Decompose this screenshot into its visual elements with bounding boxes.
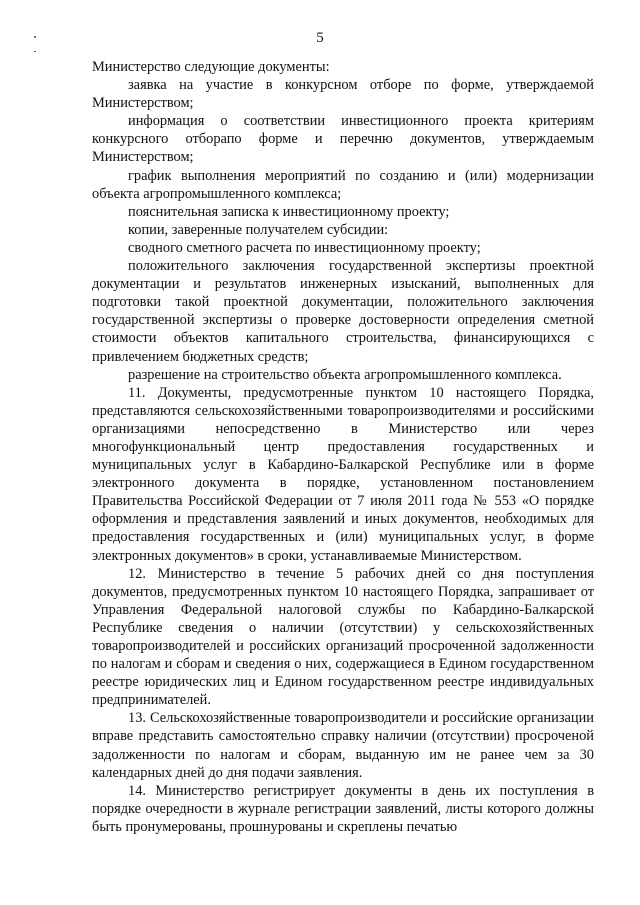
paragraph-clause-14: 14. Министерство регистрирует документы в день их поступления в порядке очередности в журнале регистрации заявлений, листы которого должны быть пронумерованы, прошнурованы и скреплены печатью: [92, 782, 594, 835]
paragraph-list-item: положительного заключения государственной экспертизы проектной документации и результатов инженерных изысканий, выполненных для подготовки такой проектной документации, положительного заключения государственной экспертизы о проверке достоверности определения сметной стоимости объектов капитального строительства, финансирующихся с привлечением бюджетных средств;: [92, 258, 594, 365]
document-body: [92, 58, 594, 836]
paragraph-list-item: заявка на участие в конкурсном отборе по форме, утверждаемой Министерством;: [92, 77, 594, 112]
paragraph-clause-11: 11. Документы, предусмотренные пунктом 10 настоящего Порядка, представляются сельскохозяйственными товаропроизводителями и российскими организациями непосредственно в Министерство или через многофункциональный центр предоставления государственных и муниципальных услуг в Кабардино-Балкарской Республике или в форме электронного документа в порядке, установленном постановлением Правительства Российской Федерации от 7 июля 2011 года № 553 «О порядке оформления и представления заявлений и иных документов, необходимых для предоставления государственных и (или) муниципальных услуг, в форме электронных документов» в сроки, устанавливаемые Министерством.: [92, 384, 594, 564]
paragraph-list-item: пояснительная записка к инвестиционному проекту;: [128, 203, 450, 220]
paragraph-list-item: копии, заверенные получателем субсидии:: [128, 221, 389, 238]
paragraph-clause-13: 13. Сельскохозяйственные товаропроизводители и российские организации вправе представить самостоятельно справку наличии (отсутствии) просроченой задолженности по налогам и сборам, выданную им не ранее чем за 30 календарных дней до дня подачи заявления.: [92, 710, 594, 781]
scan-mark: [34, 51, 36, 52]
page-number: 5: [316, 30, 324, 46]
paragraph-intro: Министерство следующие документы:: [92, 59, 330, 75]
paragraph-list-item: сводного сметного расчета по инвестиционному проекту;: [128, 239, 481, 256]
paragraph-clause-12: 12. Министерство в течение 5 рабочих дней со дня поступления документов, предусмотренных пунктом 10 настоящего Порядка, запрашивает от Управления Федеральной налоговой службы по Кабардино-Балкарской Республике сведения о наличии (отсутствии) у сельскохозяйственных товаропроизводителей и российских организаций просроченной задолженности по налогам и сборам и сведения о них, содержащиеся в Едином государственном реестре юридических лиц и Едином государственном реестре индивидуальных предпринимателей.: [92, 565, 594, 709]
paragraph-list-item: разрешение на строительство объекта агропромышленного комплекса.: [128, 366, 562, 383]
paragraph-list-item: график выполнения мероприятий по созданию и (или) модернизации объекта агропромышленного комплекса;: [92, 167, 594, 202]
paragraph-list-item: информация о соответствии инвестиционного проекта критериям конкурсного отборапо форме и перечню документов, утверждаемым Министерством;: [92, 113, 594, 166]
